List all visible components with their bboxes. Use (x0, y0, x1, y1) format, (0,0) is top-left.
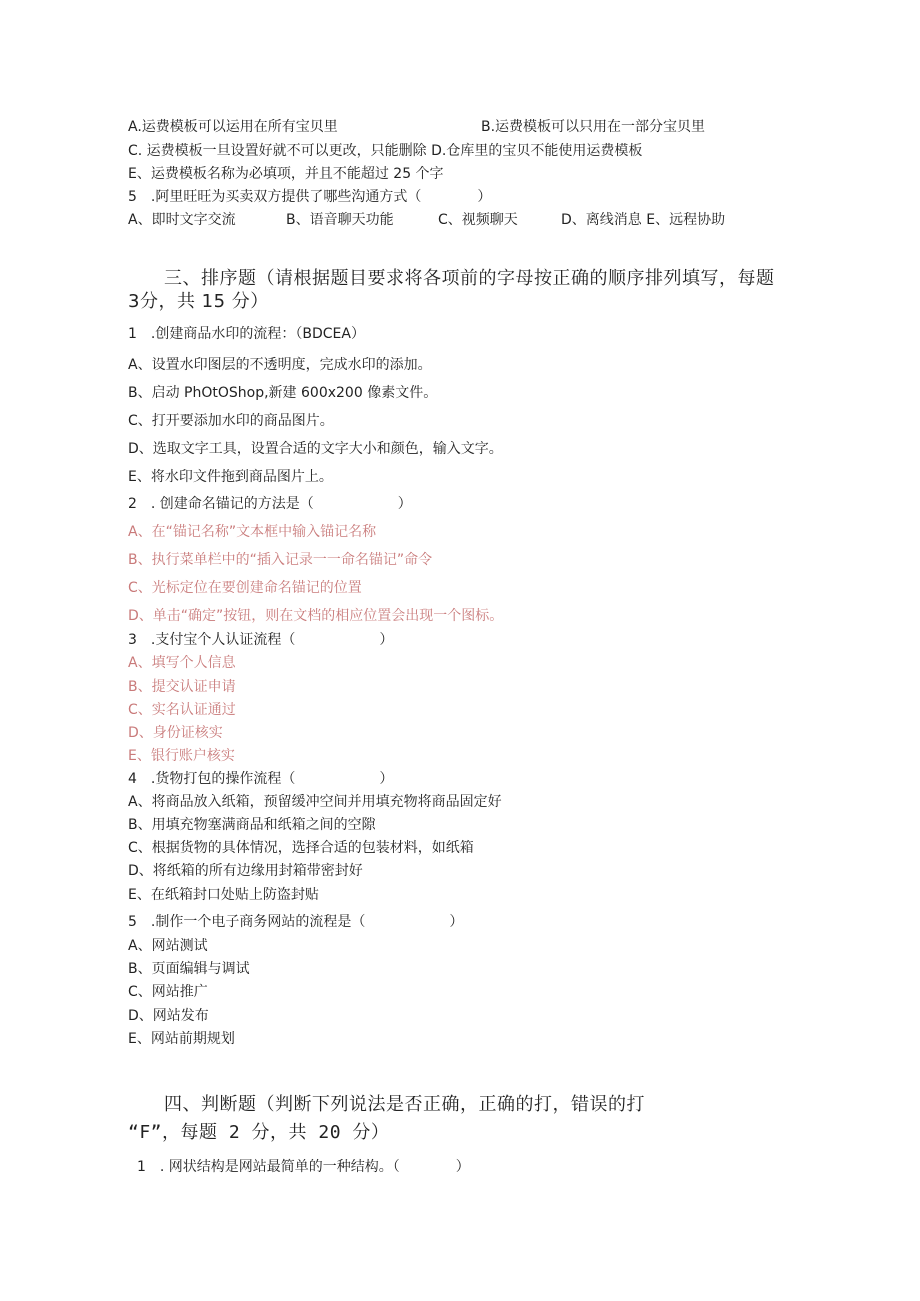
s3-q4-option: A、将商品放入纸箱，预留缓冲空间并用填充物将商品固定好 (128, 794, 502, 810)
question-5-stem: 5 .阿里旺旺为买卖双方提供了哪些沟通方式（ ） (128, 189, 492, 205)
section-3-title-line2: 3分，共 15 分） (128, 291, 269, 312)
s3-q1-option: D、选取文字工具，设置合适的文字大小和颜色，输入文字。 (128, 441, 503, 457)
s3-q4-stem: 4 .货物打包的操作流程（ ） (128, 771, 394, 787)
s4-q1-stem: 1 . 网状结构是网站最简单的一种结构。（ ） (137, 1159, 470, 1175)
s3-q1-option: B、启动 PhOtOShop,新建 600x200 像素文件。 (128, 385, 438, 401)
section-4-title-line2: “F”，每题 2 分，共 20 分） (128, 1122, 390, 1143)
s3-q3-option: B、提交认证申请 (128, 679, 236, 695)
s3-q5-option: A、网站测试 (128, 938, 208, 954)
s3-q1-stem: 1 .创建商品水印的流程：（BDCEA） (128, 326, 365, 342)
s3-q5-option: B、页面编辑与调试 (128, 961, 250, 977)
s3-q5-option: D、网站发布 (128, 1008, 209, 1024)
s3-q3-option: E、银行账户核实 (128, 748, 235, 764)
s3-q4-option: D、将纸箱的所有边缘用封箱带密封好 (128, 863, 363, 879)
s3-q2-option: A、在“锚记名称”文本框中输入锚记名称 (128, 524, 377, 540)
option-cd: C. 运费模板一旦设置好就不可以更改，只能删除 D.仓库里的宝贝不能使用运费模板 (128, 143, 643, 159)
s3-q1-option: A、设置水印图层的不透明度，完成水印的添加。 (128, 357, 432, 373)
s3-q2-option: D、单击“确定”按钮，则在文档的相应位置会出现一个图标。 (128, 608, 504, 624)
section-4-title-line1: 四、判断题（判断下列说法是否正确，正确的打，错误的打 (164, 1094, 645, 1115)
option-e: E、运费模板名称为必填项，并且不能超过 25 个字 (128, 166, 444, 182)
s3-q5-option: C、网站推广 (128, 984, 208, 1000)
s3-q3-option: D、身份证核实 (128, 725, 223, 741)
s3-q1-option: E、将水印文件拖到商品图片上。 (128, 469, 333, 485)
option-a: A.运费模板可以运用在所有宝贝里 (128, 119, 338, 135)
s3-q4-option: E、在纸箱封口处贴上防盗封贴 (128, 887, 319, 903)
s3-q5-stem: 5 .制作一个电子商务网站的流程是（ ） (128, 914, 464, 930)
q5-option-b: B、语音聊天功能 (286, 212, 394, 228)
s3-q2-option: C、光标定位在要创建命名锚记的位置 (128, 580, 362, 596)
q5-option-a: A、即时文字交流 (128, 212, 236, 228)
s3-q4-option: B、用填充物塞满商品和纸箱之间的空隙 (128, 817, 376, 833)
s3-q4-option: C、根据货物的具体情况，选择合适的包装材料，如纸箱 (128, 840, 474, 856)
s3-q5-option: E、网站前期规划 (128, 1031, 235, 1047)
s3-q3-option: A、填写个人信息 (128, 655, 236, 671)
s3-q3-option: C、实名认证通过 (128, 702, 236, 718)
s3-q1-option: C、打开要添加水印的商品图片。 (128, 413, 334, 429)
section-3-title-line1: 三、排序题（请根据题目要求将各项前的字母按正确的顺序排列填写，每题 (164, 268, 775, 289)
s3-q3-stem: 3 .支付宝个人认证流程（ ） (128, 632, 394, 648)
s3-q2-option: B、执行菜单栏中的“插入记录一一命名锚记”命令 (128, 552, 433, 568)
q5-option-de: D、离线消息 E、远程协助 (561, 212, 726, 228)
s3-q2-stem: 2 . 创建命名锚记的方法是（ ） (128, 496, 412, 512)
q5-option-c: C、视频聊天 (438, 212, 518, 228)
option-b: B.运费模板可以只用在一部分宝贝里 (481, 119, 706, 135)
